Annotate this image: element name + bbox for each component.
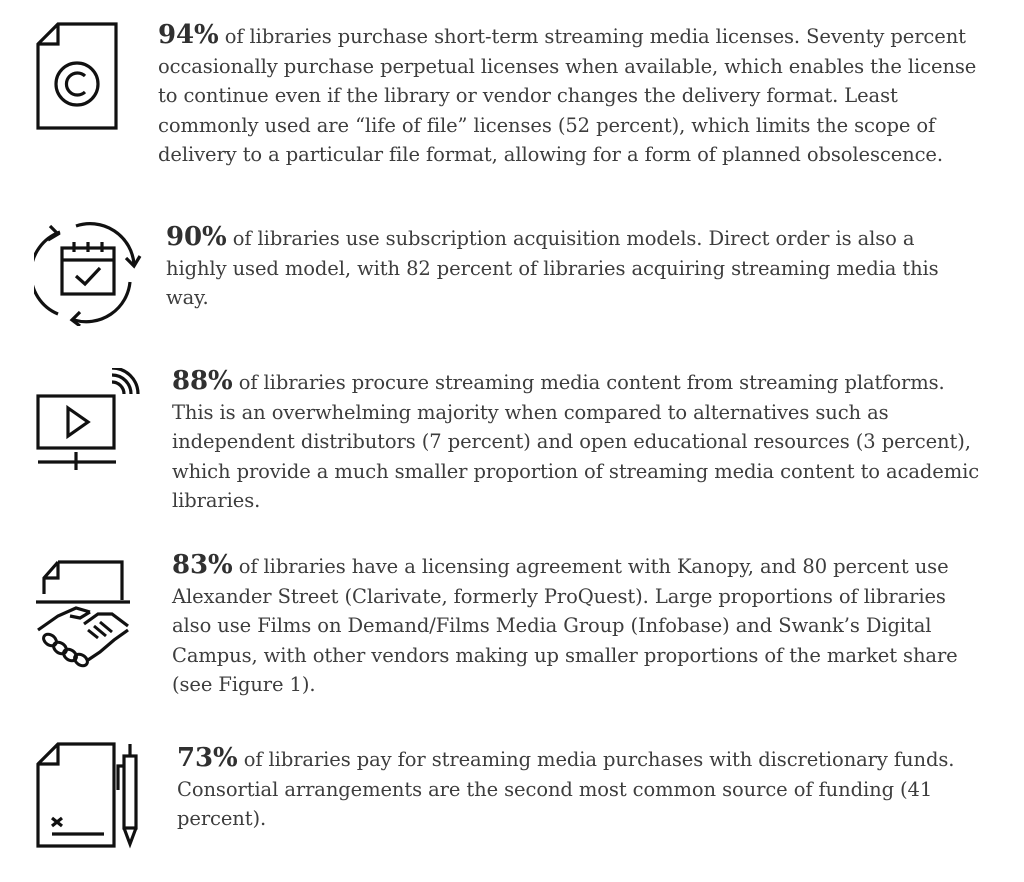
handshake-agreement-icon <box>34 556 134 670</box>
stat-percentage: 88% <box>172 366 233 396</box>
stat-description: of libraries use subscription acquisition models. Direct order is also a highly used model, with 82 percent of libraries acquiring streaming media this way. <box>166 227 939 309</box>
stat-text <box>166 223 956 313</box>
stat-text <box>158 21 978 170</box>
streaming-screen-icon <box>34 368 140 474</box>
subscription-calendar-icon <box>34 218 142 326</box>
stat-percentage: 90% <box>166 222 227 252</box>
stat-description: of libraries purchase short-term streaming media licenses. Seventy percent occasionally purchase perpetual licenses when available, which enables the license to continue even if the library or vendor changes the delivery format. Least commonly used are “life of file” licenses (52 percent), which limits the scope of delivery to a particular file format, allowing for a form of planned obsolescence. <box>158 25 977 166</box>
contract-pen-icon <box>34 738 144 852</box>
stat-description: of libraries procure streaming media content from streaming platforms. This is an overwhelming majority when compared to alternatives such as independent distributors (7 percent) and open educational resources (3 percent), which provide a much smaller proportion of streaming media content to academic libraries. <box>172 371 980 512</box>
stat-text <box>172 551 972 700</box>
stat-percentage: 73% <box>177 743 238 773</box>
stat-description: of libraries pay for streaming media purchases with discretionary funds. Consortial arrangements are the second most common source of funding (41 percent). <box>177 748 955 830</box>
stat-description: of libraries have a licensing agreement with Kanopy, and 80 percent use Alexander Street (Clarivate, formerly ProQuest). Large proportions of libraries also use Films on Demand/Films Media Group (Infobase) and Swank’s Digital Campus, with other vendors making up smaller proportions of the market share (see Figure 1). <box>172 555 958 696</box>
copyright-document-icon <box>34 20 120 134</box>
stat-text <box>177 744 957 834</box>
stat-percentage: 83% <box>172 550 233 580</box>
stat-text <box>172 367 992 516</box>
stat-percentage: 94% <box>158 20 219 50</box>
